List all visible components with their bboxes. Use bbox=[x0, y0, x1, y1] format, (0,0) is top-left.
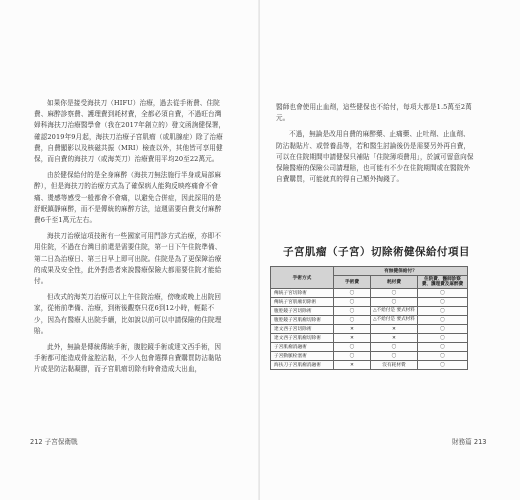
table-cell: 〇 bbox=[418, 298, 468, 307]
table-cell: 〇 bbox=[371, 289, 418, 298]
table-cell: 〇 bbox=[334, 316, 371, 325]
right-body-text bbox=[276, 102, 476, 190]
paragraph: 不過，無論是改用自費的麻醉藥、止痛藥、止吐劑、止血劑、防沾黏貼片、或營養品等，若和醫生討論後仍是需要另外再自費，可以在住院期間申請健保只補貼「住院簿項費用」，於誠可留意向保保險醫療的保險公司請理賠，也可能有不少在住院期間或在醫院外自費購買，可能就真的得自己額外掏錢了。 bbox=[276, 130, 474, 184]
section-title: 子宮肌瘤（子宮）切除術健保給付項目 bbox=[283, 246, 470, 258]
table-cell: 〇 bbox=[334, 352, 371, 361]
row-method: 達文西子宮肌瘤切除術 bbox=[271, 334, 334, 343]
paragraph-continuation: 醫師也會使用止血劑，這些健保也不給付，每項大都是1.5萬至2萬元。 bbox=[276, 103, 472, 123]
table-row bbox=[271, 289, 468, 298]
table-cell: 〇 bbox=[418, 334, 468, 343]
table-row bbox=[271, 316, 468, 325]
table-cell: ✕ bbox=[334, 325, 371, 334]
column-header-method: 手術方式 bbox=[271, 267, 334, 289]
table-row bbox=[271, 361, 468, 370]
row-method: 腹腔鏡子宮切除術 bbox=[271, 307, 334, 316]
row-method: 傳統子宮肌瘤切除術 bbox=[271, 298, 334, 307]
column-header-material-fee: 耗材費 bbox=[371, 276, 418, 289]
table-cell: 〇 bbox=[418, 307, 468, 316]
column-header-hospital-fee: 住院費、醫師診察費、護理費及麻醉費 bbox=[418, 276, 468, 289]
paragraph: 由於健保給付的是全身麻醉（海扶刀無法施行半身或局部麻醉），但是海扶刀的治療方式為了確保病人能夠反映疼痛會不會痛、燙感等感受一般都會不會痛，以避免合併症，因此採用的是舒眠鎮靜麻醉，而不是傳統的麻醉方法，這週需要自費支付麻醉費6千至1萬元左右。 bbox=[34, 171, 222, 225]
left-page-footer: 212 子宮保衛戰 bbox=[30, 438, 78, 446]
row-method: 子宮肌瘤消融術 bbox=[271, 343, 334, 352]
table-cell: 〇 bbox=[418, 343, 468, 352]
paragraph: 海扶刀治療這項技術有一些國家可用門診方式治療，亦即不用住院，不過在台灣目前還是需要住院，第一日下午住院準備、第二日為治療日、第三日早上即可出院。住院是為了更保障治療的成果及安全性，此外對患者來說醫療保險大都需要住院才能給付。 bbox=[34, 232, 222, 286]
table-row bbox=[271, 352, 468, 361]
table-row bbox=[271, 307, 468, 316]
row-method: 海扶刀子宮肌瘤消融術 bbox=[271, 361, 334, 370]
paragraph: 此外，無論是傳統傳統手術，腹腔鏡手術或達文西手術，因手術都可能造成骨盆腔沾黏，不少人包會選擇自費購買防沾黏貼片或是防沾黏凝膠，而子宮肌瘤切除有時會造成大出血， bbox=[34, 343, 222, 374]
row-method: 傳統子宮切除術 bbox=[271, 289, 334, 298]
coverage-table bbox=[270, 266, 468, 370]
table-cell: 〇 bbox=[418, 316, 468, 325]
table-cell: 〇 bbox=[418, 352, 468, 361]
table-cell: 〇 bbox=[418, 325, 468, 334]
right-page-footer: 財務篇 213 bbox=[452, 438, 487, 446]
paragraph: 如果你是接受海扶刀（HIFU）治療，過去從手術費、住院費、麻醉診察費、護理費到耗材費，全都必須自費，不過旺台灣婦科海扶刀治療醫學會（我在2017年創立的）發文函詢健保署，確認2019年9月起，海扶刀治療子宮肌瘤（或肌腺症）除了治療費，自費顯影以及核磁共振（MRI）檢查以外，其他皆可享用健保，而自費的海扶刀（或海芙刀）治療費用平均20至22萬元。 bbox=[34, 99, 226, 164]
table-cell: 〇 bbox=[418, 361, 468, 370]
table-row bbox=[271, 325, 468, 334]
table-cell: △不給付是 要式材料 bbox=[371, 307, 418, 316]
row-method: 子宮動脈栓塞術 bbox=[271, 352, 334, 361]
table-cell: ✕ bbox=[334, 334, 371, 343]
table-cell: 〇 bbox=[334, 289, 371, 298]
table-cell: 沒有耗材費 bbox=[371, 361, 418, 370]
table-cell: 〇 bbox=[371, 298, 418, 307]
row-method: 腹腔鏡子宮肌瘤切除術 bbox=[271, 316, 334, 325]
table-cell: 〇 bbox=[371, 352, 418, 361]
table-cell: 〇 bbox=[418, 289, 468, 298]
table-row bbox=[271, 298, 468, 307]
table-cell: 〇 bbox=[371, 343, 418, 352]
table-cell: ✕ bbox=[371, 325, 418, 334]
table-cell: 〇 bbox=[334, 343, 371, 352]
row-method: 達文西子宮切除術 bbox=[271, 325, 334, 334]
table-row bbox=[271, 334, 468, 343]
table-row bbox=[271, 343, 468, 352]
table-cell: ✕ bbox=[334, 361, 371, 370]
table-cell: 〇 bbox=[334, 298, 371, 307]
column-header-surgery-fee: 手術費 bbox=[334, 276, 371, 289]
table-cell: △不給付是 要式材料 bbox=[371, 316, 418, 325]
left-body-text bbox=[34, 98, 226, 381]
paragraph: 但改式的海芙刀治療可以上午住院治療，傍晚或晚上出院回家，從術前準備、治療，到術後觀察只花6到12小時，輕鬆不少，因為有醫療人出院手續，比如說以前可以申請保險的住院理賠。 bbox=[34, 293, 222, 335]
table-cell: ✕ bbox=[371, 334, 418, 343]
column-header-group: 有無健保給付？ bbox=[334, 267, 468, 276]
table-cell: 〇 bbox=[334, 307, 371, 316]
